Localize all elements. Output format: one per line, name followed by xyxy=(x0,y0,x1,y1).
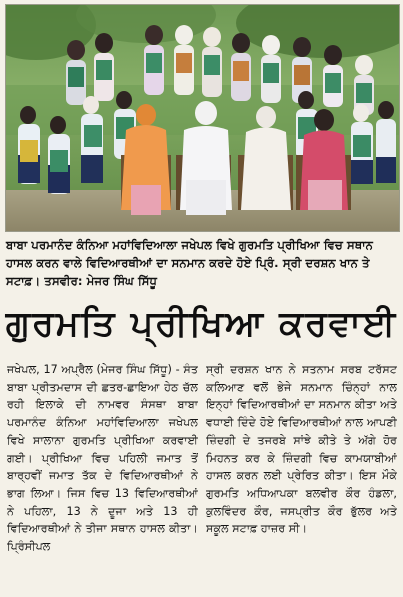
article-body xyxy=(7,361,397,593)
article-text-col1: ਜਖੇਪਲ, 17 ਅਪ੍ਰੈਲ (ਮੇਜਰ ਸਿੰਘ ਸਿੱਧੂ) - ਸੰਤ ਬਾਬਾ ਪ੍ਰੀਤਮਦਾਸ ਦੀ ਛਤਰ-ਛਾਇਆ ਹੇਠ ਚੱਲ ਰਹੀ ਇਲਾਕੇ ਦੀ ਨਾਮਵਰ ਸੰਸਥਾ ਬਾਬਾ ਪਰਮਾਨੰਦ ਕੰਨਿਆ ਮਹਾਂਵਿਦਿਆਲਾ ਜਖੇਪਲ ਵਿਖੇ ਸਾਲਾਨਾ ਗੁਰਮਤਿ ਪ੍ਰੀਖਿਆ ਕਰਵਾਈ ਗਈ। ਪ੍ਰੀਖਿਆ ਵਿਚ ਪਹਿਲੀ ਜਮਾਤ ਤੋਂ ਬਾਰ੍ਹਵੀਂ ਜਮਾਤ ਤੱਕ ਦੇ ਵਿਦਿਆਰਥੀਆਂ ਨੇ ਭਾਗ ਲਿਆ। ਜਿਸ ਵਿਚ 13 ਵਿਦਿਆਰਥੀਆਂ ਨੇ ਪਹਿਲਾ, 13 ਨੇ ਦੂਜਾ ਅਤੇ 13 ਹੀ ਵਿਦਿਆਰਥੀਆਂ ਨੇ ਤੀਜਾ ਸਥਾਨ ਹਾਸਲ ਕੀਤਾ। ਪ੍ਰਿੰਸੀਪਲ xyxy=(7,363,198,554)
article-text-col2: ਸ੍ਰੀ ਦਰਸ਼ਨ ਖਾਨ ਨੇ ਸਤਨਾਮ ਸਰਬ ਟਰੱਸਟ ਕਲਿਆਣ ਵਲੋਂ ਭੇਜੇ ਸਨਮਾਨ ਚਿੰਨ੍ਹਾਂ ਨਾਲ ਇਨ੍ਹਾਂ ਵਿਦਿਆਰਥੀਆਂ ਦਾ ਸਨਮਾਨ ਕੀਤਾ ਅਤੇ ਵਧਾਈ ਦਿੰਦੇ ਹੋਏ ਵਿਦਿਆਰਥੀਆਂ ਨਾਲ ਆਪਣੀ ਜ਼ਿੰਦਗੀ ਦੇ ਤਜਰਬੇ ਸਾਂਝੇ ਕੀਤੇ ਤੇ ਅੱਗੇ ਹੋਰ ਮਿਹਨਤ ਕਰ ਕੇ ਜ਼ਿੰਦਗੀ ਵਿਚ ਕਾਮਯਾਬੀਆਂ ਹਾਸਲ ਕਰਨ ਲਈ ਪ੍ਰੇਰਿਤ ਕੀਤਾ। ਇਸ ਮੌਕੇ ਗੁਰਮਤਿ ਅਧਿਆਪਕਾ ਬਲਵੀਰ ਕੌਰ ਹੰਡਲਾ, ਕੁਲਵਿੰਦਰ ਕੌਰ, ਜਸਪ੍ਰੀਤ ਕੌਰ ਭੁੱਲਰ ਅਤੇ ਸਕੂਲ ਸਟਾਫ਼ ਹਾਜ਼ਰ ਸੀ। xyxy=(206,363,397,536)
headline: ਗੁਰਮਤਿ ਪ੍ਰੀਖਿਆ ਕਰਵਾਈ xyxy=(5,304,398,344)
group-photo xyxy=(5,4,400,232)
photo-caption: ਬਾਬਾ ਪਰਮਾਨੰਦ ਕੰਨਿਆ ਮਹਾਂਵਿਦਿਆਲਾ ਜਖੇਪਲ ਵਿਖੇ ਗੁਰਮਤਿ ਪ੍ਰੀਖਿਆ ਵਿਚ ਸਥਾਨ ਹਾਸਲ ਕਰਨ ਵਾਲੇ ਵਿਦਿਆਰਥੀਆਂ ਦਾ ਸਨਮਾਨ ਕਰਦੇ ਹੋਏ ਪ੍ਰਿੰ. ਸ੍ਰੀ ਦਰਸ਼ਨ ਖਾਨ ਤੇ ਸਟਾਫ਼। ਤਸਵੀਰ: ਮੇਜਰ ਸਿੰਘ ਸਿੱਧੂ xyxy=(6,238,373,288)
article-column-1 xyxy=(7,361,198,593)
article-column-2 xyxy=(206,361,397,593)
